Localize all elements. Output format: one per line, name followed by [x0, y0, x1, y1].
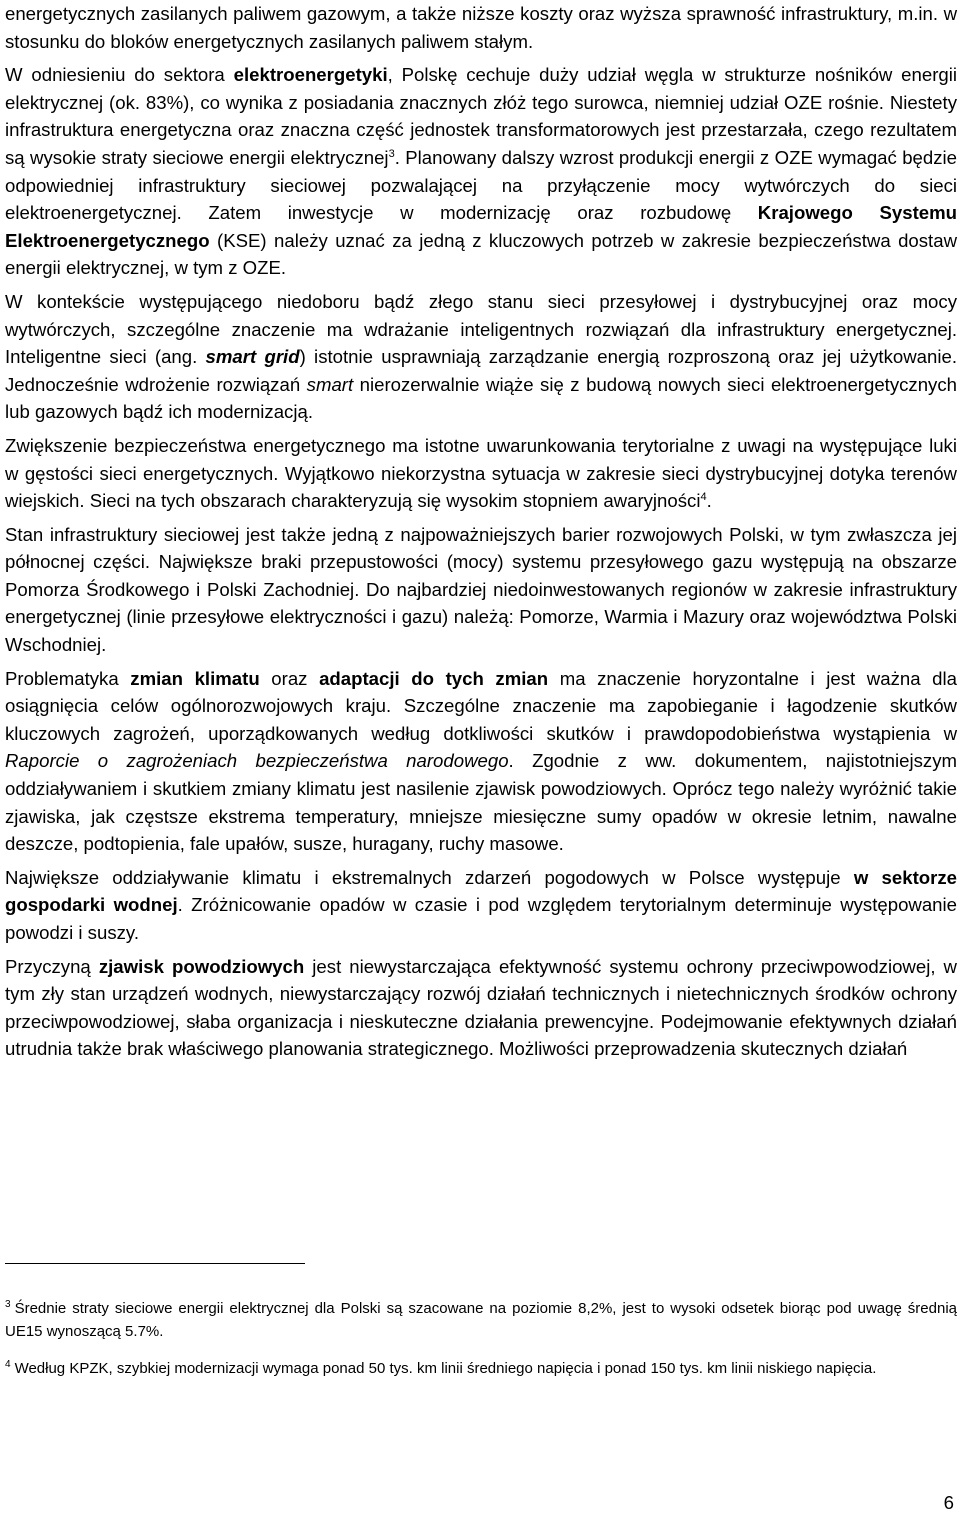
- footnote-ref[interactable]: 3: [388, 147, 395, 160]
- paragraph: [5, 521, 957, 659]
- text: Zwiększenie bezpieczeństwa energetycznego ma istotne uwarunkowania terytorialne z uwagi na występujące luki w gęstości sieci energetycznych. Wyjątkowo niekorzystna sytuacja w zakresie sieci dystrybucyjnej dotyka terenów wiejskich. Sieci na tych obszarach charakteryzują się wysokim stopniem awaryjności: [5, 434, 957, 512]
- text: W odniesieniu do sektora: [5, 64, 234, 86]
- text: jest niewystarczająca efektywność systemu ochrony przeciwpowodziowej, w tym zły stan urządzeń wodnych, niewystarczający rozwój działań technicznych i nietechnicznych środków ochrony przeciwpowodziowej, słaba organizacja i nieskuteczne działania prewencyjne. Podejmowanie efektywnych działań utrudnia także brak właściwego planowania strategicznego. Możliwości przeprowadzenia skutecznych działań: [5, 955, 957, 1060]
- text: nierozerwalnie wiąże się z budową nowych sieci elektroenergetycznych lub gazowych bądź ich modernizacją.: [5, 373, 957, 423]
- bold-term: zmian klimatu: [130, 667, 260, 689]
- text: Problematyka: [5, 667, 131, 689]
- text: Przyczyną: [5, 955, 99, 977]
- footnote-number: 4: [5, 1359, 11, 1370]
- italic-title: Raporcie o zagrożeniach bezpieczeństwa narodowego: [5, 750, 509, 772]
- bold-italic-term: smart grid: [205, 346, 300, 368]
- page-number: 6: [943, 1492, 954, 1513]
- footnote-number: 3: [5, 1299, 11, 1310]
- footnote-separator: [5, 1263, 305, 1264]
- paragraph: [5, 0, 957, 55]
- document-body: [5, 0, 957, 1063]
- text: (KSE) należy uznać za jedną z kluczowych potrzeb w zakresie bezpieczeństwa dostaw energii elektrycznej, w tym z OZE.: [5, 229, 957, 279]
- paragraph: [5, 61, 957, 282]
- text: , Polskę cechuje duży udział węgla w strukturze nośników energii elektrycznej (ok. 83%), co wynika z posiadania znacznych złóż tego surowca, niemniej udział OZE rośnie. Niestety infrastruktura energetyczna oraz znaczna część jednostek transformatorowych jest przestarzała, czego rezultatem są wysokie straty sieciowe energii elektrycznej: [5, 64, 958, 168]
- paragraph: [5, 665, 957, 858]
- text: ) istotnie usprawniają zarządzanie energią rozproszoną oraz jej użytkowanie. Jednocześnie wdrożenie rozwiązań: [5, 346, 957, 395]
- text: Stan infrastruktury sieciowej jest także jedną z najpoważniejszych barier rozwojowych Polski, w tym zwłaszcza jej północnej części. Największe braki przepustowości (mocy) systemu przesyłowego gazu występują na obszarze Pomorza Środkowego i Polski Zachodniej. Do najbardziej niedoinwestowanych regionów w zakresie infrastruktury energetycznej (linie przesyłowe elektryczności i gazu) należą: Pomorze, Warmia i Mazury oraz województwa Polski Wschodniej.: [5, 523, 957, 656]
- paragraph: [5, 432, 957, 515]
- footnote: [5, 1357, 957, 1380]
- footnote-text: Według KPZK, szybkiej modernizacji wymaga ponad 50 tys. km linii średniego napięcia i ponad 150 tys. km linii niskiego napięcia.: [14, 1360, 877, 1377]
- text: . Zgodnie z ww. dokumentem, najistotniejszym oddziaływaniem i skutkiem zmiany klimatu jest nasilenie zjawisk powodziowych. Oprócz tego należy wyróżnić takie zjawiska, jak częstsze ekstrema temperatury, mniejsze miesięczne sumy opadów w okresie letnim, nawalne deszcze, podtopienia, fale upałów, susze, huragany, ruchy masowe.: [5, 750, 957, 855]
- text: Największe oddziaływanie klimatu i ekstremalnych zdarzeń pogodowych w Polsce występuje: [5, 866, 854, 888]
- footnote-text: Średnie straty sieciowe energii elektrycznej dla Polski są szacowane na poziomie 8,2%, jest to wysoki odsetek biorąc pod uwagę średnią UE15 wynoszącą 5.7%.: [5, 1300, 957, 1340]
- bold-term: zjawisk powodziowych: [98, 955, 305, 977]
- text: . Zróżnicowanie opadów w czasie i pod względem terytorialnym determinuje występowanie powodzi i suszy.: [5, 894, 957, 943]
- footnote-ref[interactable]: 4: [700, 491, 707, 504]
- text: W kontekście występującego niedoboru bądź złego stanu sieci przesyłowej i dystrybucyjnej oraz mocy wytwórczych, szczególne znaczenie ma wdrażanie inteligentnych rozwiązań dla infrastruktury energetycznej. Inteligentne sieci (ang.: [5, 290, 957, 368]
- bold-term: adaptacji do tych zmian: [319, 667, 549, 689]
- bold-term: Krajowego Systemu Elektroenergetycznego: [5, 202, 957, 251]
- bold-term: w sektorze gospodarki wodnej: [5, 866, 957, 916]
- text: ma znaczenie horyzontalne i jest ważna dla osiągnięcia celów ogólnorozwojowych kraju. Szczególne znaczenie ma zapobieganie i łagodzenie skutków kluczowych zagrożeń, uporządkowanych według dotkliwości skutków i prawdopodobieństwa wystąpienia w: [5, 667, 957, 744]
- footnote: [5, 1297, 957, 1343]
- paragraph: [5, 953, 957, 1063]
- paragraph: [5, 864, 957, 947]
- text: .: [706, 490, 712, 512]
- text: . Planowany dalszy wzrost produkcji energii z OZE wymagać będzie odpowiedniej infrastruktury sieciowej pozwalającej na przyłączenie mocy wytwórczych do sieci elektroenergetycznej. Zatem inwestycje w modernizację oraz rozbudowę: [5, 146, 958, 224]
- footnotes: [5, 1297, 957, 1380]
- italic-term: smart: [306, 373, 354, 395]
- bold-term: elektroenergetyki: [233, 64, 388, 86]
- paragraph: [5, 288, 957, 426]
- text: oraz: [259, 667, 320, 689]
- text: energetycznych zasilanych paliwem gazowym, a także niższe koszty oraz wyższa sprawność infrastruktury, m.in. w stosunku do bloków energetycznych zasilanych paliwem stałym.: [5, 3, 957, 52]
